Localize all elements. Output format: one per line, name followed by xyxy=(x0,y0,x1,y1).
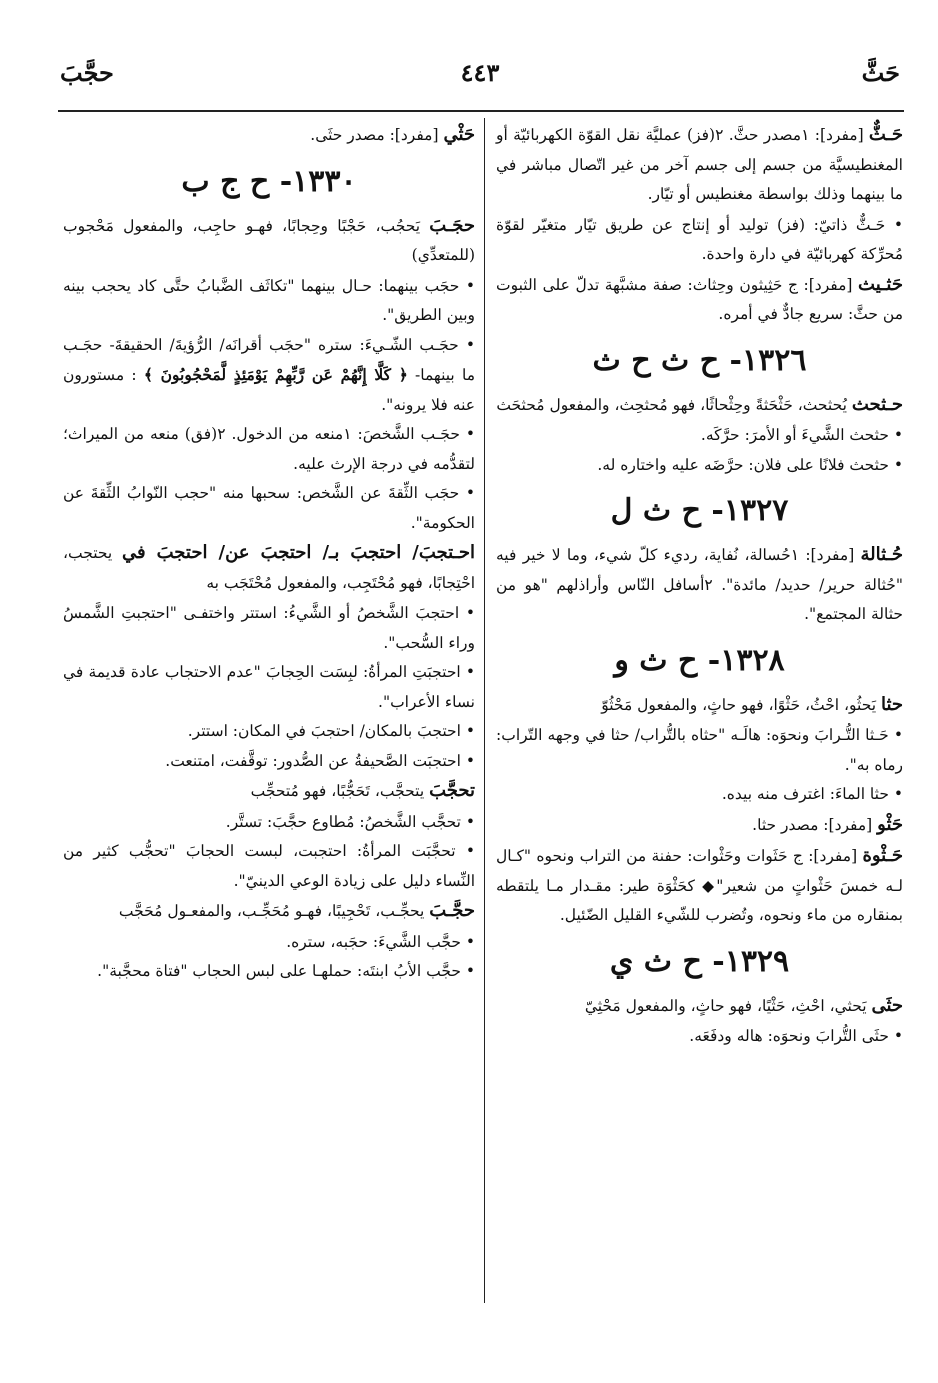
sense-bullet xyxy=(63,837,475,896)
entry-definition: [مفرد]: ج حَثَوات وحَثْوات: حفنة من التراب ونحوه "كـال لـه خمسَ حَثْواتٍ من شعير"◆ كحَثْوَة طير: مقـدار مـا يلتقطه بمنقاره من ماء ونحوه، وتُضرب للشّيء القليل الضّئيل. xyxy=(496,847,903,924)
entry-headword: تحجَّبَ xyxy=(429,780,475,801)
dictionary-entry xyxy=(496,841,903,931)
entry-headword: حَـثْوة xyxy=(862,845,903,866)
sense-bullet xyxy=(496,721,903,780)
page-number: ٤٤٣ xyxy=(460,58,500,87)
entry-definition: يَحثُو، احْثُ، حَثْوًا، فهو حاثٍ، والمفعول مَحْثُوّ xyxy=(601,695,881,714)
sense-text: حثحث فلانًا على فلان: حرَّضَه عليه واختاره له. xyxy=(597,455,889,474)
dictionary-entry xyxy=(63,538,475,598)
sense-text-continued: : مستورون عنه فلا يرونه". xyxy=(63,366,475,414)
header-rule xyxy=(58,110,904,112)
sense-bullet xyxy=(496,211,903,270)
entry-headword: حجَـبَ xyxy=(429,214,475,236)
sense-text: حثا الماءَ: اغترف منه بيده. xyxy=(721,785,889,803)
entry-headword: احـتجبَ/ احتجبَ بـ/ احتجبَ عن/ احتجبَ في xyxy=(121,542,475,563)
entry-headword: حَـثٌّ xyxy=(868,124,903,145)
entry-definition: [مفرد]: ج حَثِيثون وحِثاث: صفة مشبَّهة تدلّ على الثبوت من حثَّ: سريع جادٌّ في أمره. xyxy=(496,275,903,323)
entry-headword: حـثحث xyxy=(851,393,903,415)
dictionary-entry xyxy=(496,810,903,841)
sense-bullet xyxy=(63,808,475,838)
dictionary-entry xyxy=(63,120,475,151)
sense-text: حجَـب الشَّخصَ: ١منعه من الدخول. ٢(فق) منعه من الميراث؛ لتقدُّمه في درجة الإرث عليه. xyxy=(63,425,475,473)
entry-definition: يتحجَّب، تَحَجُّبًا، فهو مُتحجِّب xyxy=(250,782,430,800)
sense-text: تحجَّبَت المرأةُ: احتجبت، لبست الحجابَ "تحجُّب كثير من النِّساء دليل على زيادة الوعي الدينيّ". xyxy=(63,842,475,890)
dictionary-entry xyxy=(496,270,903,330)
sense-text: حجَـب الشّـيءَ: ستره "حجَب أقرانَه/ الرُّؤيةَ/ الحقيقةَ- حجَـب ما بينهما- xyxy=(63,335,475,384)
sense-text: تحجَّب الشَّخصُ: مُطاوع حجَّبَ: تستَّر. xyxy=(225,812,461,831)
root-heading: ١٣٢٩- ح ث ي xyxy=(609,943,790,979)
entry-headword: حَثـيث xyxy=(858,273,903,295)
sense-text: حجَّب الشَّيءَ: حجَبه، ستره. xyxy=(286,932,461,951)
sense-text: احتجبَت الصَّحيفةُ عن الصُّدور: توقَّفت، امتنعت. xyxy=(165,751,461,770)
sense-bullet xyxy=(63,747,475,777)
sense-bullet xyxy=(496,780,903,810)
dictionary-entry xyxy=(63,896,475,927)
sense-bullet xyxy=(63,658,475,717)
entry-definition: [مفرد]: ١مصدر حثَّ. ٢(فز) عمليَّة نقل القوّة الكهربائيّة أو المغنطيسيَّة من جسم إلى جسم آخر من غير اتّصال مباشر في ما بينهما وذلك بواسطة مغنطيس أو تيّار. xyxy=(496,126,903,203)
sense-bullet xyxy=(496,421,903,451)
entry-definition: يَحثي، احْثِ، حَثْيًا، فهو حاثٍ، والمفعول مَحْثِيّ xyxy=(584,996,872,1015)
sense-text: حجَب بينهما: حـال بينهما "تكاثَف الضَّبابُ حتَّى كاد يحجب بينه وبين الطريق". xyxy=(63,276,475,324)
sense-bullet xyxy=(496,451,903,481)
entry-headword: حُـثالة xyxy=(860,544,903,565)
root-heading: ١٣٣٠- ح ج ب xyxy=(181,163,357,199)
entry-definition: يحجِّـب، تَحْجِيبًا، فهـو مُحَجِّـب، والمفعـول مُحَجَّب xyxy=(118,902,430,920)
dictionary-entry xyxy=(496,690,903,721)
dictionary-entry xyxy=(496,540,903,630)
sense-bullet xyxy=(63,272,475,331)
entry-definition: يحتجب، احْتِجابًا، فهو مُحْتَجِب، والمفعول مُحْتَجَب به xyxy=(63,544,475,592)
entry-definition: [مفرد]: ١حُسالة، نُفاية، رديء كلّ شيء، وما لا خير فيه "حُثالة حرير/ حديد/ مائدة". ٢أسافل النّاس وأراذلهم "هو من حثالة المجتمع". xyxy=(496,546,903,623)
entry-headword: حثا xyxy=(880,693,903,715)
entry-headword: حَثْو xyxy=(877,813,903,835)
dictionary-entry xyxy=(496,390,903,421)
sense-bullet xyxy=(63,717,475,747)
root-heading: ١٣٢٦- ح ث ح ث xyxy=(592,342,807,378)
entry-headword: حَثْي xyxy=(443,124,475,145)
sense-bullet xyxy=(63,928,475,958)
entry-headword: حثَى xyxy=(871,994,903,1016)
sense-text: احتجبَتِ المرأةُ: لبِسَت الحِجابَ "عدم الاحتجاب عادة قديمة في نساء الأعراب". xyxy=(63,663,475,711)
sense-text: حثحث الشَّيءَ أو الأمرَ: حرَّكَه. xyxy=(700,426,889,444)
left-column xyxy=(63,120,475,987)
quran-verse: ﴿ كَلَّا إِنَّهُمْ عَن رَّبِّهِمْ يَوْمَئِذٍ لَّمَحْجُوبُونَ ﴾ xyxy=(143,365,408,384)
dictionary-entry xyxy=(496,991,903,1022)
page-header xyxy=(60,50,900,90)
sense-text: حَـثا التُّـرابَ ونحوَه: هالَـه "حثاه بالتُّراب/ حثا في وجهه التّراب: رماه به". xyxy=(496,726,903,774)
dictionary-entry xyxy=(63,776,475,807)
dictionary-entry xyxy=(63,211,475,271)
column-divider xyxy=(484,118,485,1303)
header-guide-word-right: حَثَّ xyxy=(861,58,900,87)
entry-definition: يَحجُب، حَجْبًا وحِجابًا، فهـو حاجِب، والمفعول مَحْجوب (للمتعدِّي) xyxy=(63,216,475,264)
sense-text: احتجبَ بالمكان/ احتجبَ في المكان: استتر. xyxy=(187,722,461,740)
sense-bullet xyxy=(63,957,475,987)
root-heading: ١٣٢٨- ح ث و xyxy=(614,642,785,678)
sense-bullet xyxy=(496,1022,903,1052)
entry-definition: [مفرد]: مصدر حثَى. xyxy=(310,126,444,144)
header-guide-word-left: حجَّبَ xyxy=(60,58,114,87)
dictionary-entry xyxy=(496,120,903,210)
sense-text: حَـثٌّ ذاتيّ: (فز) توليد أو إنتاج عن طريق تيّار متغيّر لقوّة مُحرِّكة كهربائيّة في دارة واحدة. xyxy=(496,215,903,263)
entry-definition: يُحثحث، حَثْحَثةً وحِثْحاثًا، فهو مُحثحِث، والمفعول مُحثحَث xyxy=(496,395,852,414)
sense-bullet xyxy=(63,599,475,658)
sense-text: حثَى التُّرابَ ونحوَه: هاله ودفَعَه. xyxy=(689,1027,889,1045)
sense-text: حجَّب الأبُ ابنتَه: حملهـا على لبس الحجاب "فتاة محجَّبة". xyxy=(97,962,461,980)
sense-text: احتجبَ الشَّخصُ أو الشَّيءُ: استتر واختفـى "احتجبتِ الشَّمسُ وراء السُّحب". xyxy=(63,604,475,652)
root-heading: ١٣٢٧- ح ث ل xyxy=(610,493,789,528)
entry-headword: حجَّـبَ xyxy=(429,900,475,921)
right-column xyxy=(496,120,903,1052)
sense-bullet xyxy=(63,420,475,479)
sense-text: حجَب الثِّقةَ عن الشَّخص: سحبها منه "حجب النّوابُ الثِّقةَ عن الحكومة". xyxy=(63,484,475,532)
entry-definition: [مفرد]: مصدر حثا. xyxy=(752,815,878,834)
sense-bullet xyxy=(63,331,475,421)
sense-bullet xyxy=(63,479,475,538)
